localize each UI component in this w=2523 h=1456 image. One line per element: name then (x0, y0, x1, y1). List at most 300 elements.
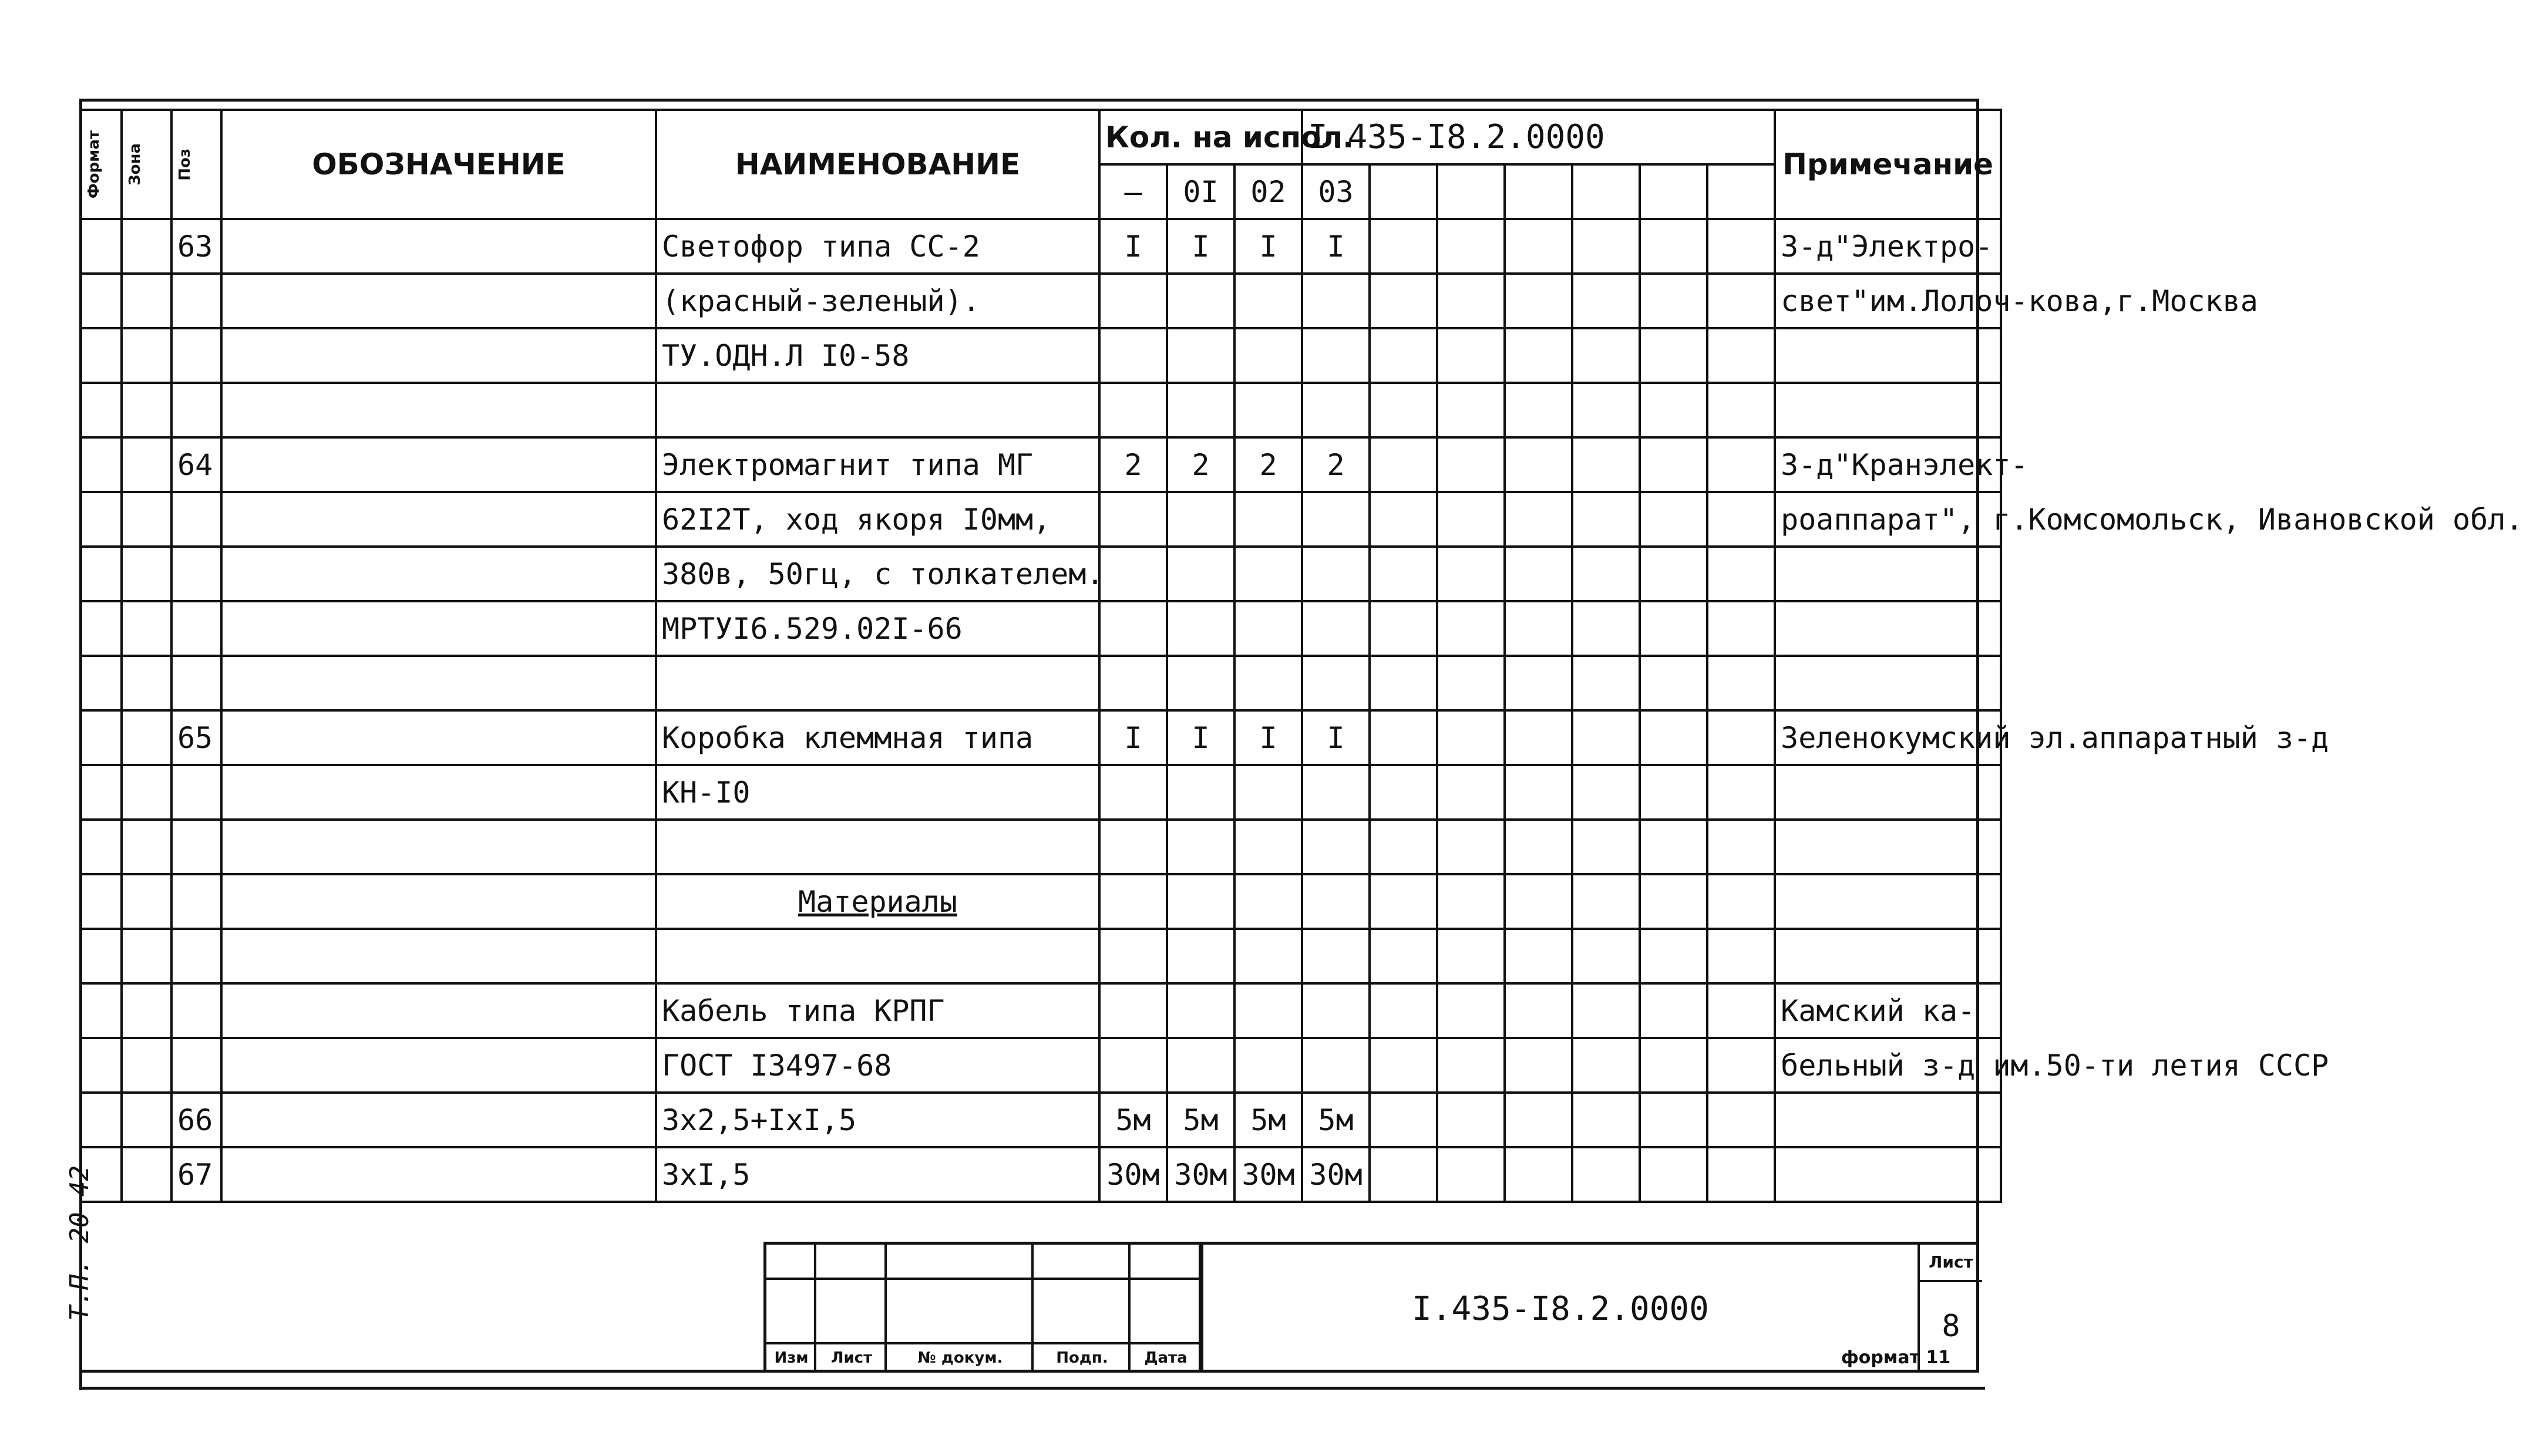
cell-qty-empty (1370, 1093, 1437, 1147)
variant-empty (1370, 164, 1437, 219)
cell-name (656, 929, 1099, 983)
cell-qty-empty (1640, 383, 1707, 437)
cell-position (171, 820, 221, 874)
cell-qty-empty (1640, 437, 1707, 492)
cell-qty (1302, 274, 1370, 328)
side-stamp: Т.П. 20-42 (65, 1165, 95, 1321)
cell-qty (1167, 929, 1234, 983)
cell-qty-empty (1370, 1038, 1437, 1093)
cell-name: (красный-зеленый). (656, 274, 1099, 328)
cell-qty-empty (1707, 820, 1775, 874)
cell-qty-empty (1370, 492, 1437, 547)
cell-note: роаппарат", г.Комсомольск, Ивановской обл. (1775, 492, 2001, 547)
variant-01: 0I (1167, 164, 1234, 219)
cell-format (80, 929, 122, 983)
cell-qty-empty (1370, 274, 1437, 328)
cell-qty (1099, 983, 1167, 1038)
cell-position (171, 656, 221, 710)
cell-position: 65 (171, 710, 221, 765)
cell-qty-empty (1505, 547, 1572, 601)
cell-qty: I (1167, 219, 1234, 274)
cell-name: Электромагнит типа МГ (656, 437, 1099, 492)
cell-qty-empty (1707, 656, 1775, 710)
table-row (80, 765, 2001, 820)
cell-zone (122, 983, 171, 1038)
variant-empty (1707, 164, 1775, 219)
cell-qty (1234, 383, 1302, 437)
cell-qty-empty (1505, 710, 1572, 765)
table-row (80, 547, 2001, 601)
cell-qty-empty (1505, 383, 1572, 437)
cell-qty-empty (1370, 765, 1437, 820)
cell-designation (221, 219, 656, 274)
cell-format (80, 874, 122, 929)
cell-position (171, 765, 221, 820)
cell-format (80, 219, 122, 274)
table-row (80, 710, 2001, 765)
cell-qty-empty (1572, 820, 1640, 874)
cell-qty (1302, 328, 1370, 383)
cell-qty-empty (1505, 274, 1572, 328)
cell-qty (1234, 929, 1302, 983)
table-row (80, 1038, 2001, 1093)
cell-zone (122, 929, 171, 983)
cell-qty: I (1234, 219, 1302, 274)
cell-qty-empty (1572, 1038, 1640, 1093)
cell-name: Коробка клеммная типа (656, 710, 1099, 765)
cell-format (80, 765, 122, 820)
table-body (80, 219, 2523, 1202)
table-row (80, 983, 2001, 1038)
cell-zone (122, 874, 171, 929)
cell-qty-empty (1370, 983, 1437, 1038)
cell-designation (221, 437, 656, 492)
title-block-grid (766, 1245, 1201, 1373)
cell-designation (221, 601, 656, 656)
cell-zone (122, 1147, 171, 1202)
cell-qty-empty (1572, 219, 1640, 274)
cell-position (171, 983, 221, 1038)
cell-zone (122, 328, 171, 383)
cell-name: 3хI,5 (656, 1147, 1099, 1202)
cell-qty-empty (1370, 874, 1437, 929)
cell-qty-empty (1505, 437, 1572, 492)
cell-qty-empty (1437, 710, 1505, 765)
cell-zone (122, 1093, 171, 1147)
cell-qty-empty (1707, 1038, 1775, 1093)
cell-qty-empty (1707, 219, 1775, 274)
cell-qty (1167, 547, 1234, 601)
cell-qty (1234, 601, 1302, 656)
tb-label-date: Дата (1144, 1349, 1188, 1367)
cell-note (1775, 383, 2001, 437)
cell-qty-empty (1707, 765, 1775, 820)
cell-format (80, 601, 122, 656)
cell-qty-empty (1505, 219, 1572, 274)
cell-qty-empty (1437, 492, 1505, 547)
cell-qty-empty (1437, 820, 1505, 874)
cell-qty-empty (1437, 328, 1505, 383)
header-name: НАИМЕНОВАНИЕ (656, 110, 1099, 219)
cell-qty-empty (1437, 656, 1505, 710)
cell-qty-empty (1370, 219, 1437, 274)
cell-qty (1167, 328, 1234, 383)
tb-label-doc-number: № докум. (917, 1349, 1003, 1367)
cell-qty-empty (1707, 1093, 1775, 1147)
cell-qty: 5м (1234, 1093, 1302, 1147)
cell-qty (1167, 274, 1234, 328)
cell-qty-empty (1572, 274, 1640, 328)
cell-qty (1234, 874, 1302, 929)
cell-position: 66 (171, 1093, 221, 1147)
cell-qty-empty (1640, 765, 1707, 820)
cell-qty-empty (1437, 601, 1505, 656)
cell-qty-empty (1505, 874, 1572, 929)
cell-qty-empty (1640, 1038, 1707, 1093)
cell-qty (1234, 820, 1302, 874)
variant-empty (1437, 164, 1505, 219)
cell-qty-empty (1437, 1147, 1505, 1202)
cell-zone (122, 1038, 171, 1093)
cell-qty-empty (1572, 710, 1640, 765)
cell-qty (1099, 328, 1167, 383)
cell-designation (221, 1093, 656, 1147)
cell-qty-empty (1370, 383, 1437, 437)
cell-qty-empty (1572, 656, 1640, 710)
cell-qty-empty (1505, 1093, 1572, 1147)
cell-note: бельный з-д им.50-ти летия СССР (1775, 1038, 2001, 1093)
cell-qty-empty (1572, 328, 1640, 383)
cell-qty-empty (1505, 765, 1572, 820)
cell-qty-empty (1707, 437, 1775, 492)
cell-zone (122, 656, 171, 710)
header-format: Формат (80, 110, 122, 219)
cell-name: 62I2Т, ход якоря I0мм, (656, 492, 1099, 547)
cell-qty (1302, 492, 1370, 547)
table-row (80, 437, 2001, 492)
cell-qty-empty (1505, 492, 1572, 547)
cell-qty-empty (1640, 874, 1707, 929)
cell-qty (1099, 274, 1167, 328)
table-row (80, 820, 2001, 874)
cell-qty-empty (1640, 219, 1707, 274)
cell-position: 67 (171, 1147, 221, 1202)
cell-qty-empty (1370, 929, 1437, 983)
cell-note (1775, 765, 2001, 820)
cell-qty-empty (1707, 383, 1775, 437)
cell-note: З-д"Электро- (1775, 219, 2001, 274)
cell-qty (1167, 820, 1234, 874)
cell-qty (1167, 601, 1234, 656)
cell-qty (1302, 874, 1370, 929)
cell-qty: 30м (1234, 1147, 1302, 1202)
cell-qty-empty (1572, 1147, 1640, 1202)
section-heading: Материалы (656, 874, 1099, 929)
cell-qty-empty (1370, 437, 1437, 492)
cell-name: 3х2,5+IхI,5 (656, 1093, 1099, 1147)
cell-note (1775, 1147, 2001, 1202)
cell-qty (1234, 1038, 1302, 1093)
cell-qty-empty (1437, 1038, 1505, 1093)
cell-qty: 2 (1302, 437, 1370, 492)
cell-qty-empty (1505, 820, 1572, 874)
cell-zone (122, 492, 171, 547)
cell-qty (1167, 492, 1234, 547)
cell-zone (122, 820, 171, 874)
cell-qty-empty (1572, 765, 1640, 820)
cell-qty-empty (1437, 437, 1505, 492)
header-row-1 (80, 110, 2001, 164)
header-qty-label: Кол. на испол. (1099, 110, 1302, 164)
cell-qty: 2 (1167, 437, 1234, 492)
cell-qty-empty (1640, 656, 1707, 710)
header-note: Примечание (1775, 110, 2001, 219)
cell-qty-empty (1707, 274, 1775, 328)
outer-border-bottom (79, 1387, 1985, 1390)
cell-qty-empty (1370, 656, 1437, 710)
cell-qty-empty (1437, 765, 1505, 820)
cell-name: ТУ.ОДН.Л I0-58 (656, 328, 1099, 383)
cell-designation (221, 929, 656, 983)
cell-designation (221, 983, 656, 1038)
cell-note (1775, 929, 2001, 983)
cell-position (171, 601, 221, 656)
cell-qty: 30м (1167, 1147, 1234, 1202)
cell-name (656, 383, 1099, 437)
header-zone: Зона (122, 110, 171, 219)
cell-qty-empty (1572, 929, 1640, 983)
table-row (80, 874, 2001, 929)
tb-label-izm: Изм (774, 1349, 809, 1367)
cell-qty: I (1099, 710, 1167, 765)
cell-qty (1234, 274, 1302, 328)
cell-position: 64 (171, 437, 221, 492)
table-row (80, 274, 2001, 328)
cell-designation (221, 492, 656, 547)
table-row (80, 219, 2001, 274)
cell-qty-empty (1640, 328, 1707, 383)
cell-name: 380в, 50гц, с толкателем. (656, 547, 1099, 601)
cell-note (1775, 820, 2001, 874)
cell-qty: 30м (1302, 1147, 1370, 1202)
cell-qty (1099, 601, 1167, 656)
cell-qty-empty (1640, 492, 1707, 547)
cell-note (1775, 328, 2001, 383)
cell-qty-empty (1572, 601, 1640, 656)
sheet-label: Лист (1920, 1245, 1982, 1282)
cell-zone (122, 765, 171, 820)
table-row (80, 1093, 2001, 1147)
cell-position (171, 328, 221, 383)
cell-qty (1167, 874, 1234, 929)
cell-note (1775, 1093, 2001, 1147)
cell-qty (1099, 383, 1167, 437)
cell-qty (1099, 656, 1167, 710)
cell-qty-empty (1707, 983, 1775, 1038)
cell-qty (1302, 929, 1370, 983)
cell-qty (1302, 383, 1370, 437)
cell-position (171, 874, 221, 929)
cell-designation (221, 656, 656, 710)
cell-format (80, 492, 122, 547)
cell-qty (1302, 820, 1370, 874)
variant-03: 03 (1302, 164, 1370, 219)
cell-qty-empty (1707, 547, 1775, 601)
cell-format (80, 328, 122, 383)
cell-format (80, 274, 122, 328)
cell-qty-empty (1572, 437, 1640, 492)
cell-qty (1302, 601, 1370, 656)
cell-qty: 2 (1099, 437, 1167, 492)
table-row (80, 383, 2001, 437)
cell-format (80, 710, 122, 765)
header-doc-code: I.435-I8.2.0000 (1302, 110, 1775, 164)
cell-qty-empty (1572, 1093, 1640, 1147)
cell-qty-empty (1370, 710, 1437, 765)
cell-qty (1099, 820, 1167, 874)
cell-qty-empty (1437, 547, 1505, 601)
cell-qty-empty (1640, 820, 1707, 874)
cell-qty (1302, 547, 1370, 601)
cell-format (80, 547, 122, 601)
cell-qty (1234, 492, 1302, 547)
cell-qty (1099, 929, 1167, 983)
cell-note: свет"им.Лолоч-кова,г.Москва (1775, 274, 2001, 328)
cell-designation (221, 820, 656, 874)
variant-empty (1505, 164, 1572, 219)
variant-empty (1572, 164, 1640, 219)
cell-qty: 5м (1167, 1093, 1234, 1147)
title-block-doc-code: I.435-I8.2.0000 (1201, 1245, 1918, 1373)
cell-qty: 5м (1099, 1093, 1167, 1147)
header-designation: ОБОЗНАЧЕНИЕ (221, 110, 656, 219)
cell-qty: I (1302, 710, 1370, 765)
cell-qty-empty (1370, 601, 1437, 656)
cell-designation (221, 274, 656, 328)
variant-empty (1640, 164, 1707, 219)
cell-qty-empty (1707, 492, 1775, 547)
cell-name: Светофор типа СС-2 (656, 219, 1099, 274)
sheet-number: 8 (1942, 1309, 1960, 1344)
cell-format (80, 656, 122, 710)
cell-format (80, 820, 122, 874)
table-row (80, 492, 2001, 547)
cell-qty: I (1302, 219, 1370, 274)
cell-qty-empty (1437, 983, 1505, 1038)
cell-qty-empty (1640, 601, 1707, 656)
cell-qty: 2 (1234, 437, 1302, 492)
cell-qty-empty (1437, 929, 1505, 983)
cell-zone (122, 383, 171, 437)
cell-qty-empty (1707, 710, 1775, 765)
cell-position (171, 929, 221, 983)
cell-qty (1099, 1038, 1167, 1093)
cell-qty: 30м (1099, 1147, 1167, 1202)
cell-qty-empty (1505, 328, 1572, 383)
table-row (80, 1147, 2001, 1202)
cell-qty (1167, 656, 1234, 710)
cell-qty (1167, 983, 1234, 1038)
cell-qty-empty (1707, 874, 1775, 929)
cell-qty (1099, 874, 1167, 929)
cell-qty-empty (1505, 1147, 1572, 1202)
cell-qty-empty (1505, 983, 1572, 1038)
cell-name: КН-I0 (656, 765, 1099, 820)
cell-qty-empty (1707, 1147, 1775, 1202)
cell-format (80, 437, 122, 492)
cell-qty: 5м (1302, 1093, 1370, 1147)
cell-format (80, 383, 122, 437)
cell-note: З-д"Кранэлект- (1775, 437, 2001, 492)
cell-designation (221, 710, 656, 765)
cell-qty-empty (1437, 274, 1505, 328)
cell-qty-empty (1640, 710, 1707, 765)
header-pos: Поз (171, 110, 221, 219)
cell-note: Камский ка- (1775, 983, 2001, 1038)
cell-qty-empty (1437, 383, 1505, 437)
cell-qty-empty (1572, 492, 1640, 547)
cell-zone (122, 710, 171, 765)
cell-qty-empty (1707, 929, 1775, 983)
table-row (80, 601, 2001, 656)
cell-qty (1302, 656, 1370, 710)
cell-qty-empty (1505, 601, 1572, 656)
cell-designation (221, 765, 656, 820)
cell-position (171, 274, 221, 328)
cell-note (1775, 601, 2001, 656)
format-label: формат 11 (1841, 1347, 1951, 1368)
cell-zone (122, 274, 171, 328)
cell-qty (1234, 765, 1302, 820)
cell-position: 63 (171, 219, 221, 274)
title-block (763, 1242, 1979, 1373)
cell-qty (1099, 492, 1167, 547)
cell-qty-empty (1640, 1147, 1707, 1202)
cell-qty (1302, 1038, 1370, 1093)
cell-qty-empty (1370, 820, 1437, 874)
cell-qty-empty (1707, 328, 1775, 383)
cell-qty (1234, 656, 1302, 710)
cell-qty: I (1167, 710, 1234, 765)
tb-label-list: Лист (830, 1349, 873, 1367)
cell-note (1775, 656, 2001, 710)
cell-note: Зеленокумский эл.аппаратный з-д (1775, 710, 2001, 765)
cell-qty-empty (1707, 601, 1775, 656)
cell-qty-empty (1640, 547, 1707, 601)
cell-zone (122, 547, 171, 601)
cell-qty: I (1099, 219, 1167, 274)
cell-qty-empty (1572, 874, 1640, 929)
cell-designation (221, 547, 656, 601)
cell-position (171, 492, 221, 547)
cell-qty-empty (1505, 656, 1572, 710)
cell-qty-empty (1437, 874, 1505, 929)
cell-qty-empty (1370, 328, 1437, 383)
tb-label-signature: Подп. (1056, 1349, 1108, 1367)
cell-qty-empty (1437, 1093, 1505, 1147)
cell-qty-empty (1505, 1038, 1572, 1093)
specification-table (79, 109, 2523, 1203)
cell-designation (221, 874, 656, 929)
cell-qty-empty (1572, 547, 1640, 601)
variant-02: 02 (1234, 164, 1302, 219)
cell-position (171, 547, 221, 601)
table-row (80, 328, 2001, 383)
cell-qty (1234, 328, 1302, 383)
cell-note (1775, 874, 2001, 929)
cell-qty-empty (1572, 983, 1640, 1038)
cell-position (171, 1038, 221, 1093)
